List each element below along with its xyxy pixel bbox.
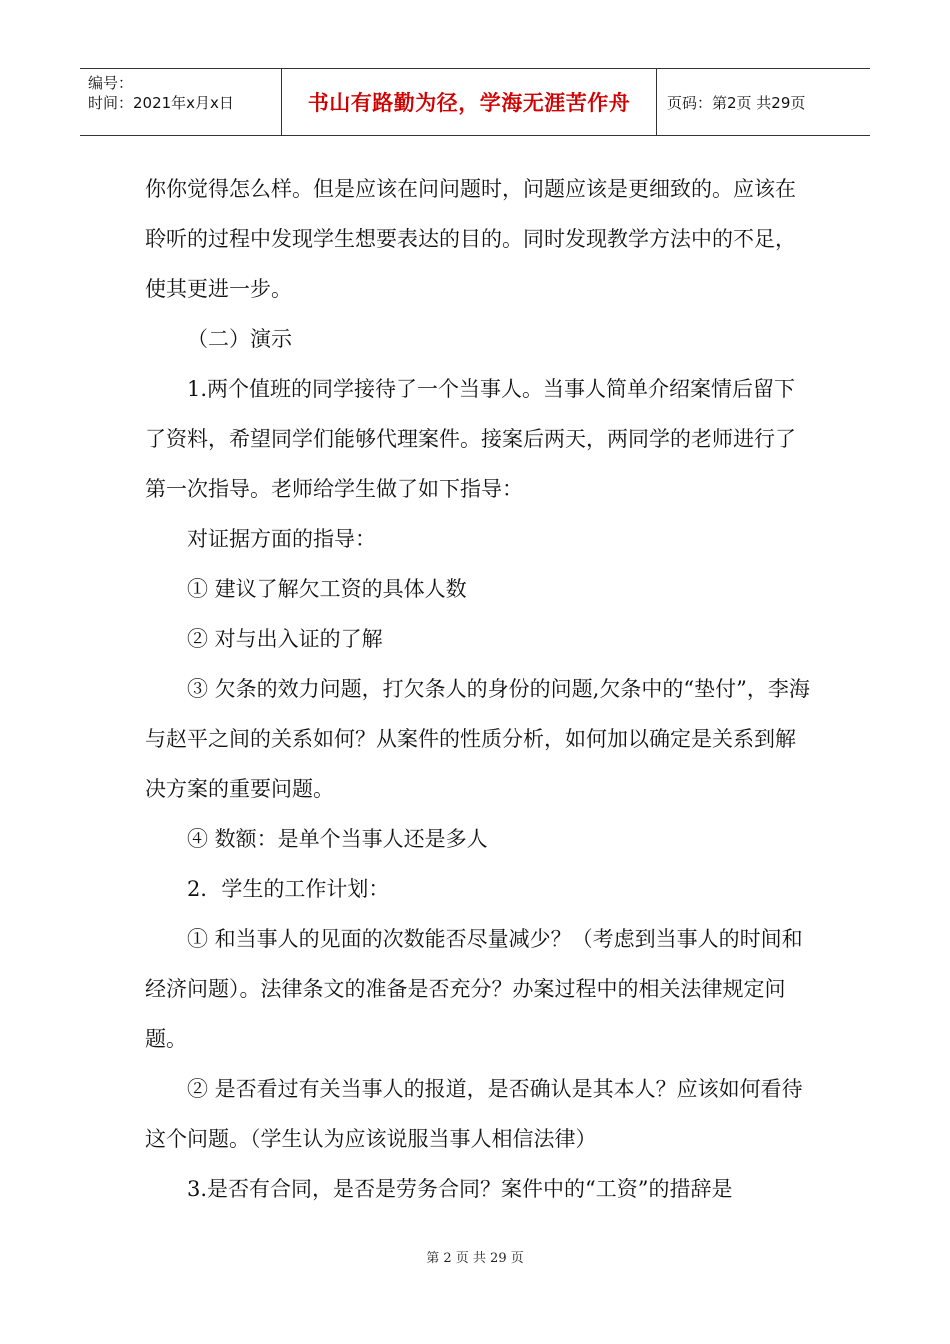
header-meta: [80, 69, 282, 135]
paragraph: 对证据方面的指导：: [187, 527, 376, 551]
page-footer: 第 2 页 共 29 页: [426, 1251, 524, 1266]
list-item: ④ 数额：是单个当事人还是多人: [187, 827, 488, 851]
list-item: ① 建议了解欠工资的具体人数: [187, 577, 467, 601]
header-page-info: 页码：第2页 共29页: [667, 93, 806, 112]
list-item: ③ 欠条的效力问题，打欠条人的身份的问题,欠条中的“垫付”，李海与赵平之间的关系如何？从案件的性质分析，如何加以确定是关系到解决方案的重要问题。: [145, 677, 810, 801]
document-number-label: 编号：: [88, 74, 134, 92]
paragraph: 3.是否有合同，是否是劳务合同？案件中的“工资”的措辞是: [187, 1177, 733, 1201]
list-item: ② 对与出入证的了解: [187, 627, 383, 651]
section-heading: （二）演示: [187, 327, 292, 351]
document-body: [145, 164, 810, 1214]
paragraph: 2．学生的工作计划：: [187, 877, 390, 901]
list-item: ① 和当事人的见面的次数能否尽量减少？（考虑到当事人的时间和经济问题）。法律条文的准备是否充分？办案过程中的相关法律规定问题。: [145, 927, 803, 1051]
header-motto: 书山有路勤为径，学海无涯苦作舟: [282, 69, 657, 135]
paragraph: 你你觉得怎么样。但是应该在问问题时，问题应该是更细致的。应该在聆听的过程中发现学生想要表达的目的。同时发现教学方法中的不足，使其更进一步。: [145, 177, 796, 301]
list-item: ② 是否看过有关当事人的报道，是否确认是其本人？应该如何看待这个问题。（学生认为应该说服当事人相信法律）: [145, 1077, 803, 1151]
paragraph: 1.两个值班的同学接待了一个当事人。当事人简单介绍案情后留下了资料，希望同学们能够代理案件。接案后两天，两同学的老师进行了第一次指导。老师给学生做了如下指导：: [145, 377, 796, 501]
document-date-label: 时间：2021年x月x日: [88, 94, 234, 112]
page-header: [80, 68, 870, 136]
